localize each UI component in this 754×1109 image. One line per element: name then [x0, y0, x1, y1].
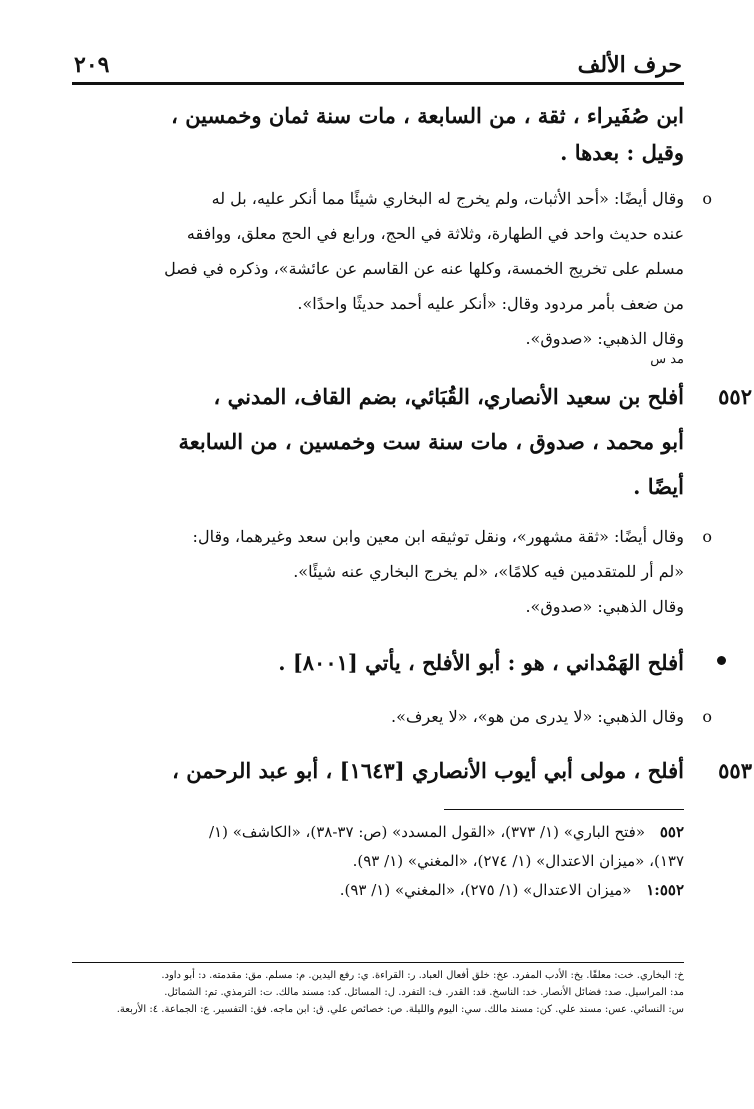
text-line: أيضًا .	[633, 474, 684, 499]
chapter-title: حرف الألف	[577, 52, 682, 78]
commentary-paragraph	[72, 181, 712, 356]
entry-hamdani	[72, 640, 684, 685]
text-line: وقال أيضًا: «ثقة مشهور»، ونقل توثيقه ابن معين وابن سعد وغيرهما، وقال:	[192, 527, 684, 546]
text-line: أفلح ، مولى أبي أيوب الأنصاري [١٦٤٣] ، أبو عبد الرحمن ،	[172, 758, 684, 783]
circle-bullet-icon: o	[702, 527, 712, 546]
abbreviation-line: مد: المراسيل. صد: فضائل الأنصار. خد: الناسخ. قد: القدر. ف: التفرد. ل: المسائل. كد: مسند مالك. ت: الترمذي. تم: الشمائل.	[164, 987, 684, 998]
footnote-line	[72, 847, 684, 876]
abbreviation-line: س: النسائي. عس: مسند علي. كن: مسند مالك. سي: اليوم والليلة. ص: خصائص علي. ق: ابن ماجه. فق: التفسير. ع: الجماعة. ٤: الأربعة.	[116, 1004, 684, 1015]
page-number: ٢٠٩	[74, 52, 110, 78]
footnote-line	[72, 876, 684, 905]
text-line: ابن صُفَيراء ، ثقة ، من السابعة ، مات سنة ثمان وخمسين ،	[171, 103, 684, 128]
abbreviation-key	[72, 962, 684, 1018]
footnote-line	[72, 818, 684, 847]
entry-number: ٥٥٣	[718, 758, 752, 783]
book-page	[72, 40, 752, 1015]
commentary-paragraph	[72, 519, 712, 624]
text-line: وقال الذهبي: «لا يدرى من هو»، «لا يعرف».	[391, 707, 684, 726]
text-line: عنده حديث واحد في الطهارة، وثلاثة في الحج، ورابع في الحج معلق، ووافقه	[186, 224, 684, 243]
text-line: أبو محمد ، صدوق ، مات سنة ست وخمسين ، من السابعة	[178, 429, 684, 454]
footnote-number: ٥٥٢	[659, 823, 684, 841]
footnote-number: ١:٥٥٢	[646, 881, 684, 899]
entry-553	[72, 748, 752, 793]
footnote-text: «ميزان الاعتدال» (١/ ٢٧٥)، «المغني» (١/ ٩٣).	[339, 881, 632, 899]
text-line: وقال أيضًا: «أحد الأثبات، ولم يخرج له البخاري شيئًا مما أنكر عليه، بل له	[211, 189, 684, 208]
text-line: وقال الذهبي: «صدوق».	[525, 597, 684, 616]
text-line: وقال الذهبي: «صدوق».	[525, 329, 684, 348]
footnote-text: ١٣٧)، «ميزان الاعتدال» (١/ ٢٧٤)، «المغني» (١/ ٩٣).	[352, 852, 684, 870]
running-header	[72, 40, 684, 85]
footnotes	[72, 818, 684, 905]
abbreviation-line: خ: البخاري. خت: معلقًا. بخ: الأدب المفرد. عخ: خلق أفعال العباد. ر: القراءة. ي: رفع اليدين. م: مسلم. مق: مقدمته. د: أبو داود.	[161, 970, 684, 981]
circle-bullet-icon: o	[702, 189, 712, 208]
filled-bullet-icon	[717, 656, 726, 665]
entry-552	[72, 352, 752, 509]
footnote-text: «فتح الباري» (١/ ٣٧٣)، «القول المسدد» (ص: ٣٧-٣٨)، «الكاشف» (١/	[208, 823, 646, 841]
circle-bullet-icon: o	[702, 707, 712, 726]
commentary-paragraph	[72, 699, 712, 734]
entry-number: ٥٥٢	[718, 384, 752, 409]
text-line: مسلم على تخريج الخمسة، وكلها عنه عن القاسم عن عائشة»، وذكره في فصل	[164, 259, 684, 278]
text-line: «لم أر للمتقدمين فيه كلامًا»، «لم يخرج البخاري عنه شيئًا».	[293, 562, 684, 581]
source-mark: مد س	[650, 352, 684, 367]
entry-continuation	[72, 97, 684, 171]
footnote-divider	[444, 809, 684, 810]
text-line: أفلح الهَمْداني ، هو : أبو الأفلح ، يأتي [٨٠٠١] .	[278, 650, 684, 675]
text-line: أفلح بن سعيد الأنصاري، القُبَائي، بضم القاف، المدني ،	[213, 384, 684, 409]
text-line: وقيل : بعدها .	[560, 140, 684, 165]
text-line: من ضعف بأمر مردود وقال: «أنكر عليه أحمد حديثًا واحدًا».	[297, 294, 684, 313]
